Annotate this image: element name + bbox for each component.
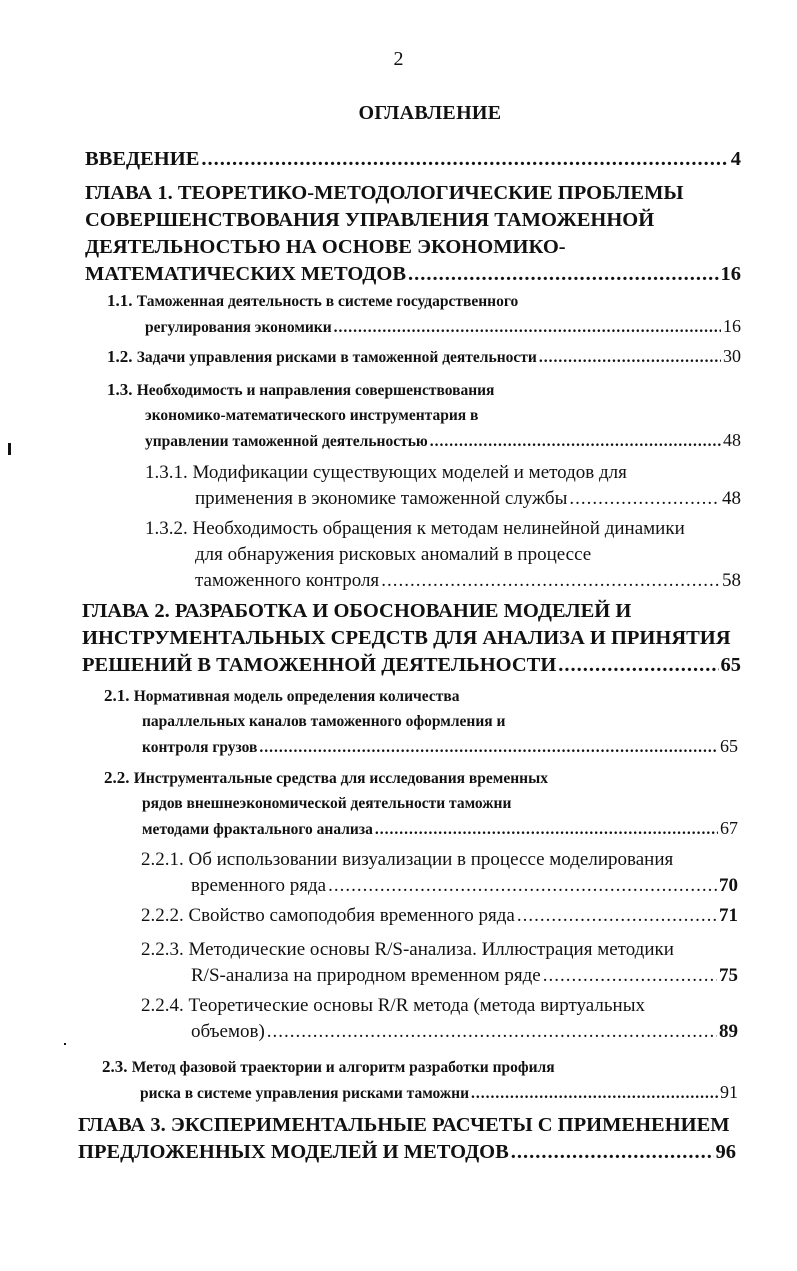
toc-entry-line [104,734,738,760]
toc-entry [85,180,741,288]
toc-entry [102,1054,738,1106]
section-number: 2.2.1. [141,849,189,870]
section-title: ГЛАВА 1. ТЕОРЕТИКО-МЕТОДОЛОГИЧЕСКИЕ ПРОБЛЕМЫ [85,182,684,204]
page-ref: 48 [722,488,741,509]
toc-entry [107,377,741,454]
section-number: 2.2.4. [141,995,189,1016]
section-title: Методические основы R/S-анализа. Иллюстрация методики [188,939,674,960]
toc-entry-text [82,627,731,649]
toc-entry-text [102,1059,555,1076]
page-ref: 70 [719,875,738,896]
toc-entry-line [82,625,741,652]
toc-entry-line [78,1112,736,1139]
dot-leader [334,315,721,340]
toc-entry-line [104,683,738,709]
toc-entry-line [107,428,741,454]
section-title: Задачи управления рисками в таможенной деятельности [136,349,537,366]
toc-entry-text [142,795,511,812]
toc-entry-line [141,937,738,963]
toc-entry-line [145,486,741,512]
toc-entry-text [191,1019,265,1045]
section-title: МАТЕМАТИЧЕСКИХ МЕТОДОВ [85,263,407,285]
toc-entry [141,937,738,989]
page-ref: 91 [720,1082,738,1102]
toc-entry-line [141,993,738,1019]
section-title: для обнаружения рисковых аномалий в процессе [195,544,592,565]
page-ref: 4 [730,148,741,170]
toc-entry-line [104,765,738,791]
toc-entry-line [141,963,738,989]
section-title: риска в системе управления рисками таможни [140,1085,470,1102]
section-number: 2.2. [104,768,134,787]
section-title: методами фрактального анализа [142,821,373,838]
toc-entry-text [195,544,591,565]
toc-entry-line [104,709,738,734]
toc-entry [104,683,738,760]
toc-entry-text [85,261,406,288]
section-title: СОВЕРШЕНСТВОВАНИЯ УПРАВЛЕНИЯ ТАМОЖЕННОЙ [85,209,655,231]
page-ref: 71 [719,905,738,926]
section-title: Нормативная модель определения количества [133,688,460,705]
toc-entry-text [85,182,684,204]
toc-entry-line [85,261,741,288]
toc-title: ОГЛАВЛЕНИЕ [358,102,502,124]
dot-leader [471,1081,718,1106]
toc-entry-text [141,849,673,870]
page-ref: 58 [722,570,741,591]
section-title: ИНСТРУМЕНТАЛЬНЫХ СРЕДСТВ ДЛЯ АНАЛИЗА И ПРИНЯТИЯ [82,627,731,649]
dot-leader [267,1019,717,1045]
toc-entry-text [142,713,505,730]
toc-entry-text [78,1139,509,1166]
dot-leader [408,261,718,288]
section-number: 2.2.3. [141,939,189,960]
toc-entry-line [145,516,741,542]
section-title: Необходимость и направления совершенствования [136,382,495,399]
toc-entry-line [107,377,741,403]
page-ref: 96 [715,1141,736,1163]
toc-entry-text [107,293,518,310]
page-ref: 65 [720,736,738,756]
toc-entry-text [145,462,627,483]
section-title: ВВЕДЕНИЕ [85,148,200,170]
toc-entry [141,847,738,899]
toc-entry [107,288,741,340]
dot-leader [201,146,728,173]
page-ref: 30 [723,346,741,366]
toc-entry-text [107,382,494,399]
toc-entry-line [82,652,741,679]
section-title: ГЛАВА 3. ЭКСПЕРИМЕНТАЛЬНЫЕ РАСЧЕТЫ С ПРИМЕНЕНИЕМ [78,1114,730,1136]
page-ref: 16 [720,263,741,285]
section-title: управлении таможенной деятельностью [145,433,428,450]
page-ref: 67 [720,818,738,838]
toc-entry-line [145,460,741,486]
toc-entry [104,765,738,842]
section-title: Теоретические основы R/R метода (метода виртуальных [188,995,645,1016]
toc-entry-text [140,1081,469,1106]
toc-entry-text [85,146,199,173]
section-title: таможенного контроля [195,570,380,591]
dot-leader [430,429,721,454]
toc-entry-line [85,180,741,207]
section-title: ГЛАВА 2. РАЗРАБОТКА И ОБОСНОВАНИЕ МОДЕЛЕЙ И [82,600,632,622]
dot-leader [381,568,720,594]
section-number: 1.3. [107,380,137,399]
toc-entry-text [145,407,478,424]
toc-entry-text [141,939,674,960]
section-number: 1.3.2. [145,518,193,539]
dot-leader [259,735,718,760]
section-title: Метод фазовой траектории и алгоритм разработки профиля [131,1059,555,1076]
toc-entry [145,516,741,594]
toc-entry-line [85,234,741,261]
toc-entry-text [191,963,541,989]
section-title: Инструментальные средства для исследования временных [133,770,548,787]
scan-mark [8,443,11,455]
dot-leader [328,873,717,899]
dot-leader [558,652,718,679]
toc-entry-line [141,847,738,873]
section-number: 1.1. [107,291,137,310]
section-title: рядов внешнеэкономической деятельности таможни [142,795,512,812]
section-title: Свойство самоподобия временного ряда [188,905,515,926]
section-title: Модификации существующих моделей и методов для [192,462,627,483]
toc-entry-line [85,146,741,173]
section-title: Об использовании визуализации в процессе моделирования [188,849,674,870]
page-ref: 65 [720,654,741,676]
section-title: применения в экономике таможенной службы [195,488,568,509]
toc-entry-line [145,568,741,594]
section-title: R/S-анализа на природном временном ряде [191,965,541,986]
section-number: 1.3.1. [145,462,193,483]
section-title: временного ряда [191,875,327,896]
toc-entry-line [85,207,741,234]
section-title: Таможенная деятельность в системе государственного [136,293,519,310]
toc-entry-line [141,903,738,929]
section-title: экономико-математического инструментария в [145,407,479,424]
dot-leader [539,345,721,370]
toc-entry [82,598,741,679]
toc-entry-text [104,770,548,787]
toc-entry-text [82,652,556,679]
toc-entry-line [104,816,738,842]
toc-entry-text [82,600,631,622]
toc-entry-line [107,314,741,340]
toc-entry [78,1112,736,1166]
toc-entry [141,993,738,1045]
toc-entry-text [145,429,428,454]
section-number: 2.3. [102,1057,132,1076]
toc-entry-line [102,1054,738,1080]
toc-entry-line [107,288,741,314]
section-title: объемов) [191,1021,265,1042]
toc-entry-text [85,209,654,231]
toc-entry-line [82,598,741,625]
page-ref: 16 [723,316,741,336]
page-ref: 48 [723,430,741,450]
section-title: РЕШЕНИЙ В ТАМОЖЕННОЙ ДЕЯТЕЛЬНОСТИ [82,654,557,676]
toc-entry-text [107,344,537,370]
toc-entry [85,146,741,173]
dot-leader [511,1139,714,1166]
section-title: ДЕЯТЕЛЬНОСТЬЮ НА ОСНОВЕ ЭКОНОМИКО- [85,236,566,258]
toc-entry-text [78,1114,730,1136]
toc-entry-line [141,1019,738,1045]
toc-entry-line [104,791,738,816]
page-number: 2 [393,48,404,70]
toc-entry-text [85,236,566,258]
dot-leader [375,817,718,842]
toc-entry [107,344,741,370]
toc-entry-line [145,542,741,568]
section-title: регулирования экономики [145,319,332,336]
scan-mark [64,1043,66,1045]
toc-entry-text [145,315,332,340]
toc-entry-line [78,1139,736,1166]
toc-entry-text [195,568,379,594]
toc-entry-text [195,486,567,512]
toc-entry-text [145,518,685,539]
toc-entry-line [102,1080,738,1106]
toc-entry-text [191,873,326,899]
toc-entry-text [104,688,459,705]
toc-entry-text [141,995,645,1016]
section-number: 1.2. [107,347,137,366]
section-title: контроля грузов [142,739,258,756]
dot-leader [569,486,720,512]
toc-entry [145,460,741,512]
dot-leader [543,963,717,989]
toc-entry-text [141,903,515,929]
section-title: Необходимость обращения к методам нелинейной динамики [192,518,685,539]
section-title: параллельных каналов таможенного оформления и [142,713,506,730]
toc-entry-text [142,817,373,842]
toc-entry-text [142,735,257,760]
page-ref: 89 [719,1021,738,1042]
toc-entry-line [107,403,741,428]
section-number: 2.1. [104,686,134,705]
toc-entry-line [107,344,741,370]
toc-entry-line [141,873,738,899]
section-title: ПРЕДЛОЖЕННЫХ МОДЕЛЕЙ И МЕТОДОВ [78,1141,509,1163]
page-ref: 75 [719,965,738,986]
dot-leader [517,903,717,929]
toc-entry [141,903,738,929]
section-number: 2.2.2. [141,905,189,926]
